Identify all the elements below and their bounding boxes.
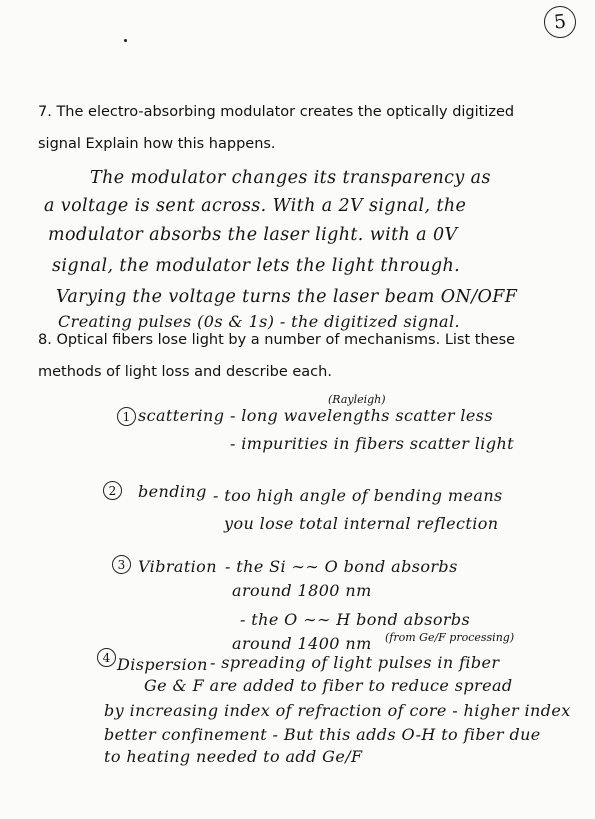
item-number-circle: 4 [97,648,116,667]
item4-line2: Ge & F are added to fiber to reduce spread [144,676,513,695]
rayleigh-note: (Rayleigh) [328,393,386,406]
item2-line1: - too high angle of bending means [213,486,503,505]
processing-note: (from Ge/F processing) [385,631,515,644]
item1-line1: - long wavelengths scatter less [230,406,493,425]
question-7-line1: 7. The electro-absorbing modulator creates the optically digitized [38,104,515,120]
item2-label: bending [138,482,207,501]
question-7-line2: signal Explain how this happens. [38,136,276,152]
answer7-line: a voltage is sent across. With a 2V signal, the [44,196,467,216]
item3-line4: around 1400 nm [232,634,372,653]
item1-label: scattering [138,406,225,425]
item2-line2: you lose total internal reflection [224,514,499,533]
item-number-circle: 1 [117,407,136,426]
item4-line1: - spreading of light pulses in fiber [210,653,500,672]
item3-line2: around 1800 nm [232,581,372,600]
answer7-line: modulator absorbs the laser light. with a 0V [48,225,458,245]
question-8-line2: methods of light loss and describe each. [38,364,332,380]
item3-label: Vibration [138,557,217,576]
answer7-line: signal, the modulator lets the light through. [52,256,461,276]
item4-label: Dispersion [117,655,208,674]
item3-line3: - the O ∼∼ H bond absorbs [240,610,471,629]
page-number: 5 [542,4,577,39]
item1-line2: - impurities in fibers scatter light [230,434,514,453]
ink-dot [124,39,127,42]
item4-line4: better confinement - But this adds O-H to fiber due [104,725,541,744]
item-number-circle: 3 [112,555,131,574]
item4-line3: by increasing index of refraction of core - higher index [104,701,571,720]
item4-line5: to heating needed to add Ge/F [104,747,363,766]
question-8-line1: 8. Optical fibers lose light by a number of mechanisms. List these [38,332,516,348]
answer7-line: Varying the voltage turns the laser beam ON/OFF [56,287,518,307]
answer7-line: Creating pulses (0s & 1s) - the digitized signal. [58,312,460,331]
item3-line1: - the Si ∼∼ O bond absorbs [225,557,458,576]
item-number-circle: 2 [103,481,122,500]
answer7-line: The modulator changes its transparency as [90,168,491,188]
